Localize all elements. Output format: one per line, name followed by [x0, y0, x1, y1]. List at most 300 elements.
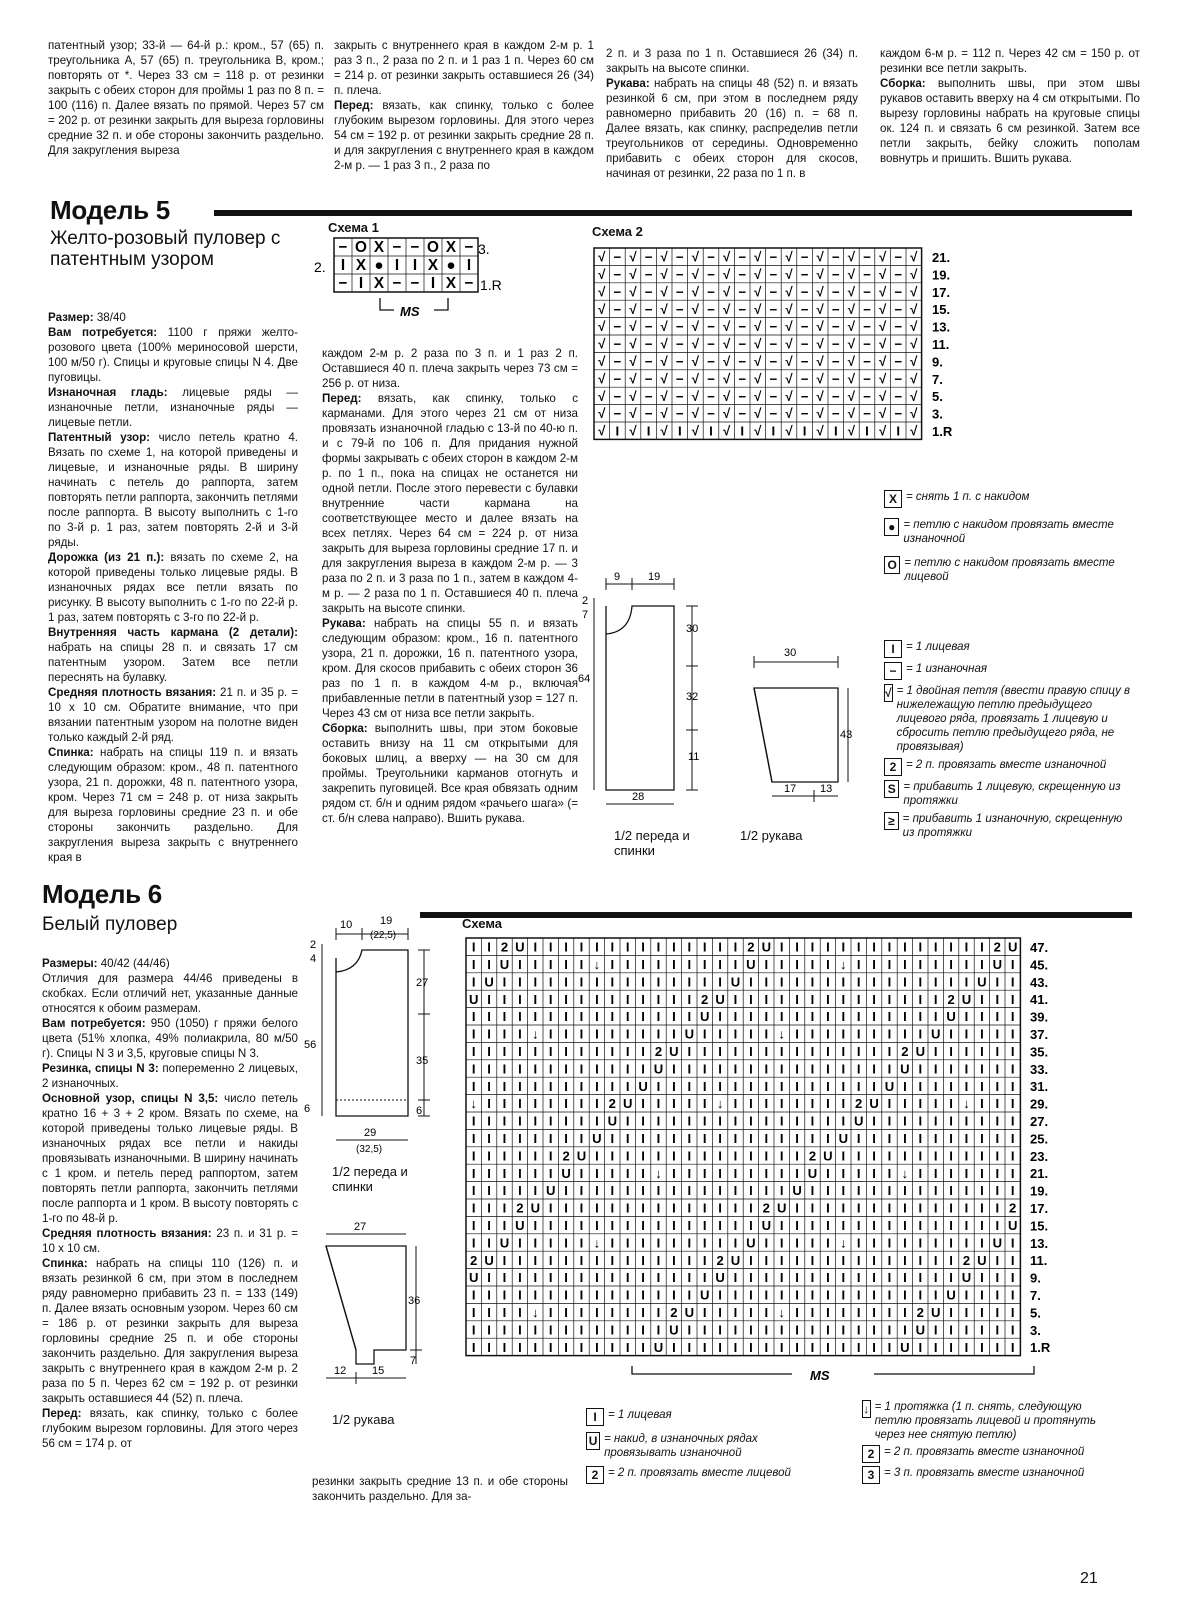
- svg-text:I: I: [841, 1148, 846, 1164]
- svg-text:I: I: [641, 1304, 645, 1320]
- svg-text:I: I: [625, 956, 630, 972]
- svg-text:I: I: [548, 1287, 553, 1303]
- svg-text:I: I: [1010, 1339, 1015, 1355]
- svg-text:−: −: [769, 388, 778, 404]
- svg-text:I: I: [718, 1026, 722, 1042]
- legend-text: = накид, в изнаночных рядах провязывать изнаночной: [604, 1433, 758, 1459]
- svg-text:I: I: [579, 1026, 584, 1042]
- svg-text:I: I: [548, 1026, 553, 1042]
- svg-text:2: 2: [1009, 1200, 1017, 1216]
- svg-text:I: I: [872, 1270, 876, 1286]
- svg-text:I: I: [579, 991, 584, 1007]
- svg-text:I: I: [964, 1322, 969, 1338]
- svg-text:I: I: [502, 1217, 507, 1233]
- svg-text:−: −: [707, 353, 715, 369]
- svg-text:I: I: [579, 1096, 584, 1112]
- svg-text:I: I: [548, 1322, 553, 1338]
- svg-text:−: −: [769, 284, 778, 300]
- svg-text:I: I: [779, 1217, 784, 1233]
- svg-text:I: I: [964, 1165, 969, 1181]
- svg-text:I: I: [487, 1043, 491, 1059]
- dim-label: 7: [410, 1355, 417, 1367]
- svg-text:I: I: [764, 1078, 769, 1094]
- svg-text:I: I: [702, 956, 707, 972]
- dim-label: 19: [380, 915, 393, 927]
- svg-text:I: I: [656, 1200, 661, 1216]
- svg-text:√: √: [785, 371, 793, 387]
- svg-text:↓: ↓: [593, 956, 601, 972]
- legend-symbol: −: [884, 662, 902, 680]
- legend-symbol: √: [885, 686, 892, 700]
- svg-text:I: I: [718, 974, 722, 990]
- svg-text:I: I: [548, 1165, 553, 1181]
- svg-text:I: I: [641, 1148, 645, 1164]
- svg-text:I: I: [856, 1322, 861, 1338]
- svg-text:√: √: [754, 284, 762, 300]
- svg-text:I: I: [856, 1009, 861, 1025]
- row-label: 1.R: [932, 424, 953, 439]
- svg-text:I: I: [718, 1148, 722, 1164]
- svg-text:I: I: [856, 991, 861, 1007]
- svg-text:I: I: [779, 1165, 784, 1181]
- svg-text:I: I: [918, 1113, 923, 1129]
- svg-text:√: √: [878, 388, 887, 404]
- svg-text:U: U: [669, 1043, 679, 1059]
- svg-text:I: I: [471, 1304, 476, 1320]
- dim-label: 11: [688, 751, 700, 763]
- svg-text:I: I: [595, 974, 599, 990]
- svg-text:I: I: [980, 1026, 984, 1042]
- svg-text:−: −: [769, 266, 778, 282]
- svg-text:−: −: [675, 319, 684, 335]
- svg-text:X: X: [427, 257, 439, 275]
- svg-text:I: I: [802, 423, 807, 439]
- svg-text:X: X: [445, 275, 457, 293]
- svg-text:I: I: [872, 1322, 876, 1338]
- svg-text:I: I: [502, 1322, 507, 1338]
- svg-text:I: I: [903, 1287, 907, 1303]
- svg-text:I: I: [841, 1287, 846, 1303]
- svg-text:I: I: [718, 1183, 722, 1199]
- svg-text:U: U: [792, 1183, 802, 1199]
- svg-text:I: I: [918, 1096, 923, 1112]
- svg-text:−: −: [863, 336, 871, 352]
- dim-label: 27: [416, 977, 429, 989]
- svg-text:↓: ↓: [840, 1235, 847, 1251]
- svg-text:I: I: [995, 974, 1000, 990]
- svg-text:2: 2: [716, 1252, 724, 1268]
- dim-label: 12: [334, 1365, 347, 1377]
- svg-text:I: I: [980, 1165, 984, 1181]
- svg-text:√: √: [816, 301, 824, 317]
- svg-text:I: I: [887, 1304, 892, 1320]
- svg-text:I: I: [471, 1009, 476, 1025]
- svg-text:U: U: [653, 1339, 664, 1355]
- svg-text:−: −: [738, 406, 747, 422]
- legend-text: = 1 протяжка (1 п. снять, следующую петлю провязать лицевой и протянуть через нее снятую петлю): [874, 1401, 1096, 1441]
- svg-text:I: I: [672, 1200, 676, 1216]
- legend-text: = 1 двойная петля (ввести правую спицу в нижележащую петлю предыдущего лицевого ряда, провязать 1 лицевую и сбросить петлю предыдущего ряда, не провязывая): [896, 685, 1131, 753]
- svg-text:I: I: [625, 1026, 630, 1042]
- svg-text:I: I: [687, 1043, 692, 1059]
- svg-text:I: I: [887, 1217, 892, 1233]
- svg-text:I: I: [487, 939, 491, 955]
- svg-text:I: I: [656, 1270, 661, 1286]
- svg-text:I: I: [903, 1113, 907, 1129]
- svg-text:I: I: [826, 1165, 830, 1181]
- svg-text:I: I: [872, 939, 876, 955]
- svg-text:I: I: [610, 1183, 615, 1199]
- svg-text:I: I: [856, 1217, 861, 1233]
- svg-text:I: I: [548, 1252, 553, 1268]
- svg-text:√: √: [878, 406, 887, 422]
- svg-text:I: I: [1010, 1113, 1015, 1129]
- model6-caption-front: 1/2 переда и спинки: [332, 1164, 408, 1194]
- paragraph: Средняя плотность вязания: 21 п. и 35 р. = 10 х 10 см. Обратите внимание, что при вязании патентным узором на полотне виден только каждый 2-й ряд.: [48, 686, 298, 744]
- svg-text:I: I: [518, 956, 522, 972]
- svg-text:X: X: [373, 239, 385, 257]
- svg-text:I: I: [810, 1200, 815, 1216]
- svg-text:√: √: [691, 406, 700, 422]
- svg-text:−: −: [707, 406, 715, 422]
- dim-label: 6: [304, 1103, 311, 1115]
- svg-text:−: −: [613, 301, 622, 317]
- svg-text:I: I: [564, 1235, 568, 1251]
- svg-text:O: O: [427, 239, 439, 257]
- svg-text:−: −: [707, 371, 715, 387]
- svg-text:I: I: [779, 1096, 784, 1112]
- svg-text:U: U: [761, 1217, 772, 1233]
- svg-text:I: I: [826, 1061, 830, 1077]
- svg-text:I: I: [702, 1270, 707, 1286]
- svg-text:√: √: [598, 371, 606, 387]
- svg-text:U: U: [576, 1148, 587, 1164]
- svg-text:I: I: [810, 1043, 815, 1059]
- svg-text:I: I: [733, 1148, 738, 1164]
- svg-text:I: I: [548, 1078, 553, 1094]
- svg-text:I: I: [933, 1322, 938, 1338]
- svg-text:I: I: [1010, 956, 1015, 972]
- svg-text:I: I: [502, 1061, 507, 1077]
- svg-text:I: I: [887, 1009, 892, 1025]
- legend-text: = 2 п. провязать вместе изнаночной: [884, 1446, 1085, 1458]
- svg-text:I: I: [1010, 1270, 1015, 1286]
- model5-subtitle: Желто-розовый пуловер с патентным узором: [50, 228, 281, 270]
- svg-text:√: √: [816, 353, 824, 369]
- svg-text:I: I: [548, 991, 553, 1007]
- svg-text:I: I: [718, 1165, 722, 1181]
- svg-text:I: I: [579, 1061, 584, 1077]
- svg-text:I: I: [887, 1026, 892, 1042]
- dim-label: 10: [340, 919, 353, 931]
- svg-text:I: I: [856, 956, 861, 972]
- svg-text:I: I: [656, 1183, 661, 1199]
- svg-text:I: I: [826, 1200, 830, 1216]
- svg-text:−: −: [769, 336, 778, 352]
- row-label: 13.: [1030, 1235, 1049, 1251]
- svg-text:I: I: [841, 1217, 846, 1233]
- svg-text:I: I: [964, 1200, 969, 1216]
- svg-text:−: −: [392, 275, 402, 293]
- svg-text:I: I: [903, 1130, 907, 1146]
- svg-text:I: I: [841, 1061, 846, 1077]
- svg-text:I: I: [980, 1287, 984, 1303]
- svg-text:I: I: [841, 1078, 846, 1094]
- svg-text:I: I: [487, 1235, 491, 1251]
- svg-text:I: I: [672, 1009, 676, 1025]
- svg-text:I: I: [610, 1322, 615, 1338]
- svg-text:I: I: [872, 1026, 876, 1042]
- svg-text:√: √: [722, 319, 731, 335]
- svg-text:I: I: [656, 1304, 661, 1320]
- svg-text:I: I: [548, 974, 553, 990]
- svg-text:−: −: [831, 249, 840, 265]
- svg-text:√: √: [722, 266, 731, 282]
- svg-text:I: I: [1010, 1183, 1015, 1199]
- svg-text:I: I: [964, 1026, 969, 1042]
- svg-text:√: √: [816, 371, 824, 387]
- svg-text:I: I: [1010, 1252, 1015, 1268]
- svg-text:I: I: [548, 1339, 553, 1355]
- svg-text:I: I: [579, 974, 584, 990]
- svg-text:I: I: [564, 1061, 568, 1077]
- svg-text:I: I: [795, 1235, 799, 1251]
- dim-label: 56: [304, 1039, 317, 1051]
- svg-text:U: U: [977, 1252, 987, 1268]
- svg-text:I: I: [672, 991, 676, 1007]
- svg-text:−: −: [769, 406, 778, 422]
- svg-text:−: −: [613, 284, 622, 300]
- svg-text:−: −: [894, 249, 903, 265]
- svg-text:I: I: [826, 1304, 830, 1320]
- svg-text:I: I: [718, 1113, 722, 1129]
- svg-text:I: I: [795, 1096, 799, 1112]
- svg-text:I: I: [672, 1339, 676, 1355]
- svg-text:I: I: [646, 423, 651, 439]
- svg-text:I: I: [533, 1009, 538, 1025]
- svg-text:−: −: [613, 266, 622, 282]
- svg-text:↓: ↓: [655, 1165, 662, 1181]
- svg-text:I: I: [656, 1026, 661, 1042]
- svg-text:I: I: [672, 1235, 676, 1251]
- legend-item: [862, 1400, 1112, 1442]
- svg-text:I: I: [733, 1217, 738, 1233]
- svg-text:√: √: [785, 249, 793, 265]
- svg-text:U: U: [961, 1270, 972, 1286]
- svg-text:U: U: [561, 1165, 571, 1181]
- svg-text:−: −: [800, 266, 809, 282]
- svg-text:I: I: [887, 1270, 892, 1286]
- svg-text:−: −: [894, 353, 903, 369]
- svg-text:I: I: [641, 991, 645, 1007]
- svg-text:I: I: [872, 991, 876, 1007]
- svg-text:I: I: [733, 1270, 738, 1286]
- svg-text:−: −: [831, 336, 840, 352]
- svg-text:I: I: [887, 974, 892, 990]
- legend-symbol: ↓: [863, 1402, 870, 1416]
- svg-text:I: I: [702, 1061, 707, 1077]
- svg-text:−: −: [644, 353, 653, 369]
- svg-text:−: −: [675, 284, 684, 300]
- svg-text:I: I: [872, 1061, 876, 1077]
- svg-text:√: √: [847, 284, 856, 300]
- svg-text:I: I: [687, 1252, 692, 1268]
- svg-text:I: I: [672, 1287, 676, 1303]
- svg-text:I: I: [856, 1026, 861, 1042]
- svg-text:I: I: [918, 1287, 923, 1303]
- svg-text:2: 2: [470, 1252, 478, 1268]
- svg-text:I: I: [918, 1026, 923, 1042]
- svg-text:I: I: [964, 1287, 969, 1303]
- svg-text:I: I: [687, 1200, 692, 1216]
- svg-text:I: I: [533, 991, 538, 1007]
- paragraph: Отличия для размера 44/46 приведены в скобках. Если отличий нет, указанные данные относятся к обоим размерам.: [42, 972, 298, 1015]
- svg-text:I: I: [918, 1130, 923, 1146]
- row-label: 37.: [1030, 1027, 1049, 1042]
- svg-text:I: I: [610, 1200, 615, 1216]
- svg-text:I: I: [595, 1304, 599, 1320]
- svg-text:I: I: [687, 1183, 692, 1199]
- svg-text:I: I: [887, 1235, 892, 1251]
- svg-text:I: I: [980, 1183, 984, 1199]
- svg-text:I: I: [980, 1217, 984, 1233]
- svg-text:√: √: [691, 353, 700, 369]
- svg-text:I: I: [702, 1252, 707, 1268]
- svg-text:−: −: [613, 249, 622, 265]
- svg-text:I: I: [995, 1096, 1000, 1112]
- svg-text:U: U: [499, 1235, 510, 1251]
- svg-text:I: I: [548, 1009, 553, 1025]
- row-label: 7.: [1030, 1288, 1041, 1303]
- svg-text:I: I: [625, 1217, 630, 1233]
- svg-text:I: I: [964, 1217, 969, 1233]
- row-label: 3.: [1030, 1322, 1041, 1338]
- svg-text:I: I: [872, 1113, 876, 1129]
- row-label: 25.: [1030, 1131, 1049, 1147]
- svg-text:I: I: [810, 1183, 815, 1199]
- svg-text:√: √: [878, 266, 887, 282]
- svg-text:I: I: [625, 939, 630, 955]
- svg-text:I: I: [579, 1270, 584, 1286]
- svg-text:I: I: [471, 1287, 476, 1303]
- paragraph: Резинка, спицы N 3: попеременно 2 лицевых, 2 изнаночных.: [42, 1062, 298, 1090]
- svg-text:√: √: [847, 336, 856, 352]
- legend-item: [884, 684, 1134, 754]
- svg-text:√: √: [691, 301, 700, 317]
- svg-text:I: I: [865, 423, 869, 439]
- svg-text:U: U: [807, 1165, 818, 1181]
- svg-text:I: I: [672, 1113, 676, 1129]
- model5-rule: [214, 210, 1132, 216]
- svg-text:√: √: [785, 353, 793, 369]
- svg-text:−: −: [831, 284, 840, 300]
- svg-text:I: I: [980, 1096, 984, 1112]
- svg-text:−: −: [644, 301, 653, 317]
- svg-text:U: U: [992, 956, 1003, 972]
- svg-text:I: I: [826, 1235, 830, 1251]
- svg-text:I: I: [949, 1165, 953, 1181]
- svg-text:I: I: [733, 1130, 738, 1146]
- svg-text:I: I: [610, 1304, 615, 1320]
- scheme1-chart: [316, 236, 526, 326]
- svg-text:I: I: [856, 939, 861, 955]
- svg-text:−: −: [675, 301, 684, 317]
- svg-text:−: −: [863, 406, 871, 422]
- dim-label: 13: [820, 783, 833, 795]
- svg-text:I: I: [487, 1339, 491, 1355]
- legend-item: [884, 490, 1134, 508]
- svg-text:√: √: [878, 423, 887, 439]
- svg-text:I: I: [933, 939, 938, 955]
- svg-text:−: −: [894, 371, 903, 387]
- svg-text:U: U: [930, 1026, 941, 1042]
- svg-text:I: I: [487, 1217, 491, 1233]
- svg-text:I: I: [795, 1287, 799, 1303]
- svg-text:−: −: [613, 336, 622, 352]
- svg-text:I: I: [903, 1148, 907, 1164]
- legend-text: = 1 лицевая: [906, 641, 970, 653]
- svg-text:I: I: [833, 423, 838, 439]
- svg-text:√: √: [691, 388, 700, 404]
- svg-text:U: U: [900, 1061, 910, 1077]
- svg-text:−: −: [675, 266, 684, 282]
- svg-text:I: I: [933, 1165, 938, 1181]
- svg-text:−: −: [675, 353, 684, 369]
- svg-text:I: I: [933, 1339, 938, 1355]
- row-label: 11.: [932, 337, 950, 352]
- svg-text:I: I: [471, 1043, 476, 1059]
- svg-text:I: I: [887, 1165, 892, 1181]
- svg-text:I: I: [826, 1183, 830, 1199]
- svg-text:I: I: [872, 1217, 876, 1233]
- svg-text:I: I: [733, 1113, 738, 1129]
- svg-text:I: I: [995, 1061, 1000, 1077]
- svg-text:−: −: [863, 266, 871, 282]
- svg-text:I: I: [595, 1026, 599, 1042]
- svg-text:√: √: [598, 388, 606, 404]
- svg-text:↓: ↓: [778, 1026, 785, 1042]
- svg-text:I: I: [1010, 1061, 1015, 1077]
- svg-text:U: U: [515, 1217, 525, 1233]
- svg-text:I: I: [487, 1148, 491, 1164]
- svg-text:I: I: [702, 1096, 707, 1112]
- svg-text:I: I: [564, 1287, 568, 1303]
- model6-text-mid: резинки закрыть средние 13 п. и обе стороны закончить раздельно. Для за-: [312, 1475, 568, 1503]
- svg-text:I: I: [887, 1183, 892, 1199]
- svg-text:I: I: [733, 956, 738, 972]
- row-label: 15.: [932, 302, 951, 318]
- svg-text:I: I: [764, 1165, 769, 1181]
- svg-text:I: I: [964, 1113, 969, 1129]
- svg-text:I: I: [518, 1113, 522, 1129]
- svg-text:↓: ↓: [778, 1304, 785, 1320]
- svg-text:√: √: [878, 336, 887, 352]
- svg-text:I: I: [918, 1183, 923, 1199]
- svg-text:I: I: [471, 1061, 476, 1077]
- svg-text:I: I: [548, 1096, 553, 1112]
- svg-text:I: I: [841, 1043, 846, 1059]
- svg-text:√: √: [691, 371, 700, 387]
- page-number: 21: [1080, 1570, 1098, 1587]
- svg-text:I: I: [841, 1183, 846, 1199]
- svg-text:I: I: [702, 1322, 707, 1338]
- svg-text:I: I: [856, 1148, 861, 1164]
- svg-text:√: √: [816, 406, 824, 422]
- row-label: 9.: [932, 354, 943, 370]
- svg-text:I: I: [933, 991, 938, 1007]
- svg-text:√: √: [598, 284, 606, 300]
- model6-caption-sleeve: 1/2 рукава: [332, 1412, 395, 1427]
